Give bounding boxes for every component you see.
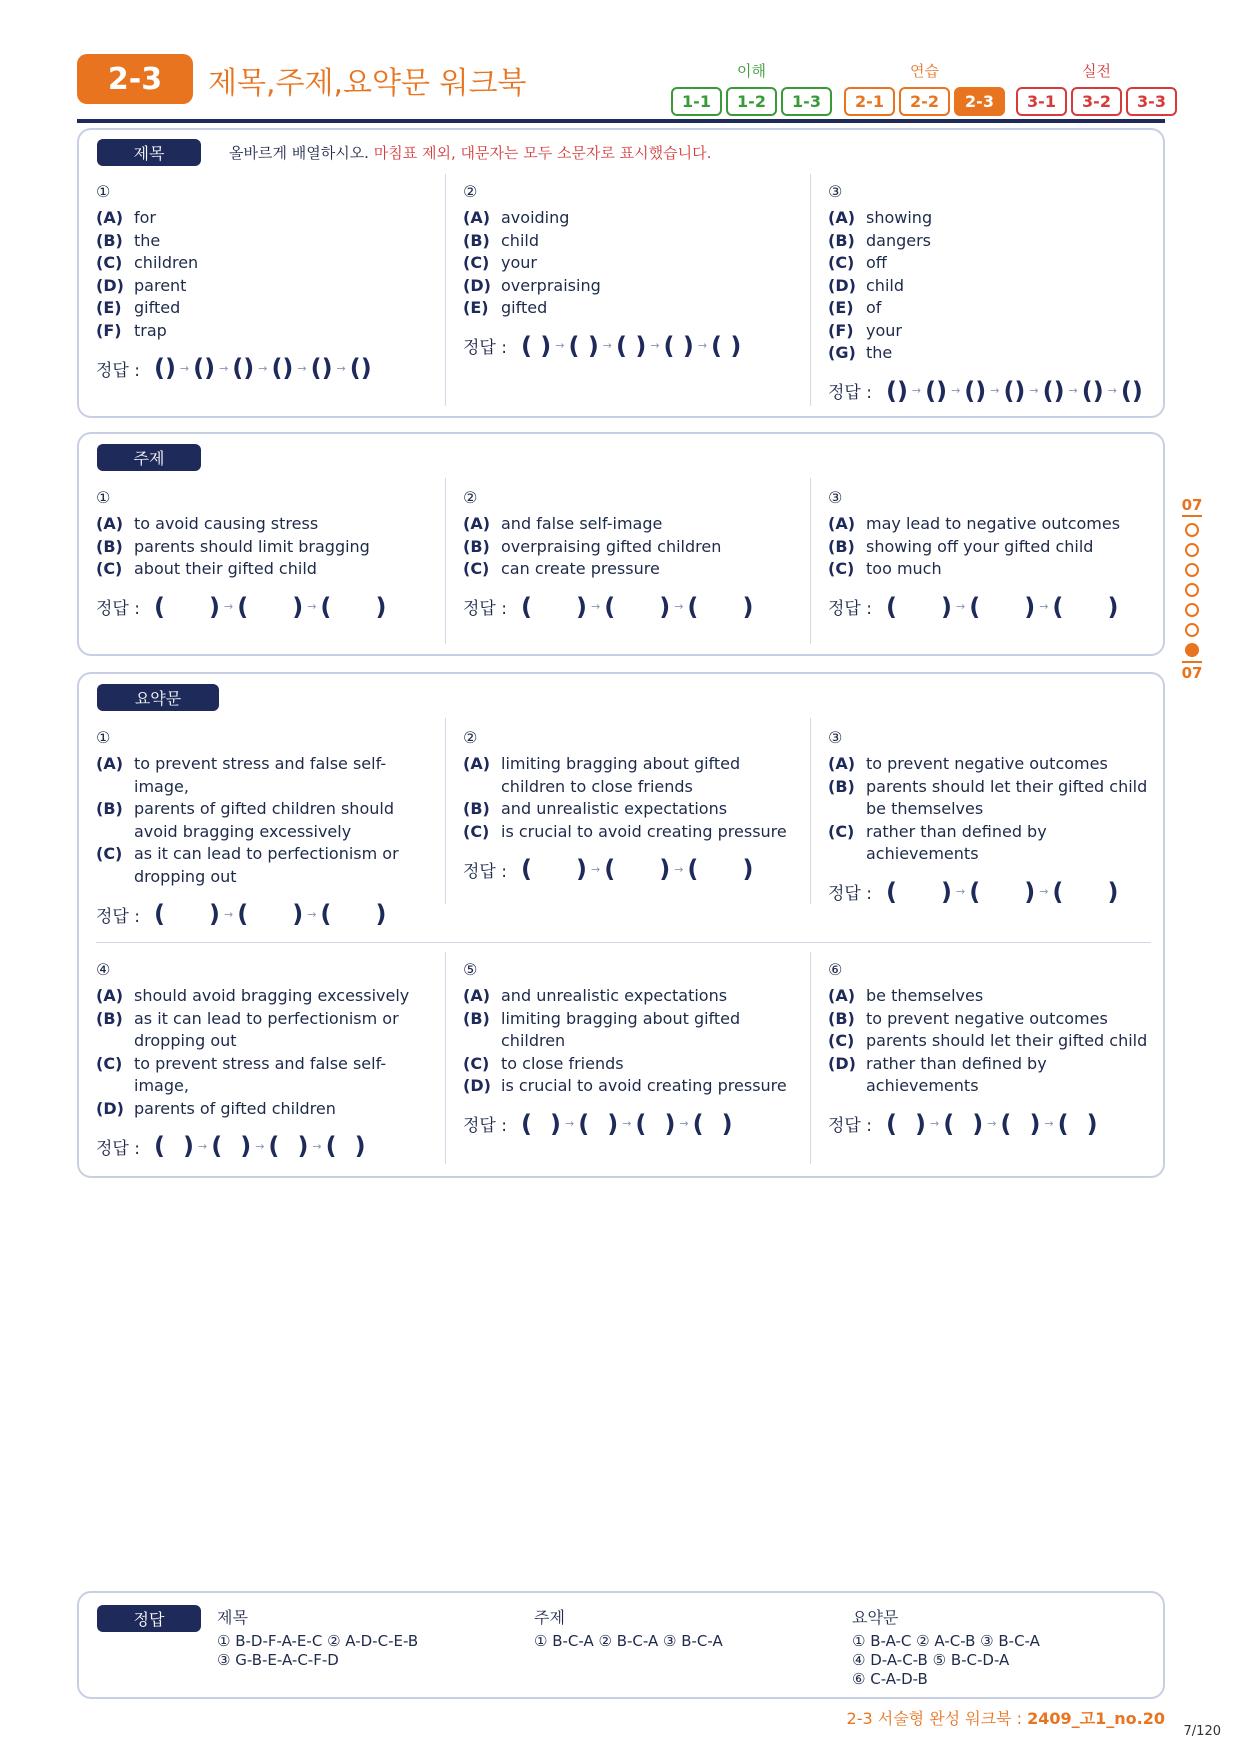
list-item: (C) about their gifted child xyxy=(96,559,317,578)
summary-problem-2 xyxy=(463,728,798,883)
list-item: (B) parents of gifted children should avoid bragging excessively xyxy=(96,799,394,841)
problem-number: ① xyxy=(96,182,111,201)
unit-badge: 2-3 xyxy=(77,54,193,104)
progress-dot-current xyxy=(1185,643,1199,657)
list-item: (A) limiting bragging about gifted children to close friends xyxy=(463,754,741,796)
list-item: (B) the xyxy=(96,230,161,250)
stage-tab-2-2[interactable]: 2-2 xyxy=(899,87,950,116)
list-item: (E) of xyxy=(828,298,882,317)
stage-name: 이해 xyxy=(737,62,766,80)
stage-name: 연습 xyxy=(910,62,939,80)
answer-row[interactable]: 정답 : ( ) → ( ) → ( ) → ( ) xyxy=(463,1109,733,1138)
list-item: (E) gifted xyxy=(463,298,548,317)
index-number-bottom: 07 xyxy=(1182,661,1203,683)
list-item: (C) rather than defined by achievements xyxy=(828,821,1047,863)
problem-number: ⑥ xyxy=(828,960,843,979)
title-section xyxy=(77,128,1165,418)
answer-row[interactable]: 정답 : ( ) → ( ) → ( ) xyxy=(828,877,1119,906)
list-item: (C) can create pressure xyxy=(463,559,660,578)
list-item: (A) showing xyxy=(828,208,933,227)
summary-section-label: 요약문 xyxy=(97,684,219,711)
list-item: (B) dangers xyxy=(828,230,932,250)
summary-problem-6 xyxy=(828,960,1163,1138)
column-divider xyxy=(445,952,446,1164)
list-item: (B) parents should let their gifted child be themselves xyxy=(828,776,1148,818)
problem-number: ④ xyxy=(96,960,111,979)
list-item: (A) and false self-image xyxy=(463,514,663,533)
row-divider xyxy=(96,942,1151,943)
list-item: (B) as it can lead to perfectionism or dropping out xyxy=(96,1008,399,1050)
answer-row[interactable]: 정답 : ( ) → ( ) → ( ) xyxy=(96,900,387,928)
list-item: (A) for xyxy=(96,208,156,227)
list-item: (A) may lead to negative outcomes xyxy=(828,514,1121,533)
footer-label: 2-3 서술형 완성 워크북 : 2409_고1_no.20 xyxy=(846,1709,1165,1728)
page-number: 7/120 xyxy=(1183,1724,1221,1739)
summary-section xyxy=(77,672,1165,1178)
progress-dot xyxy=(1185,623,1199,637)
stage-group-real xyxy=(1016,60,1177,116)
list-item: (B) parents should limit bragging xyxy=(96,536,370,556)
list-item: (C) as it can lead to perfectionism or dropping out xyxy=(96,844,399,886)
problem-number: ② xyxy=(463,182,478,201)
problem-number: ① xyxy=(96,488,111,507)
progress-dot xyxy=(1185,523,1199,537)
topic-problem-2 xyxy=(463,488,815,621)
list-item: (G) the xyxy=(828,343,893,362)
list-item: (A) and unrealistic expectations xyxy=(463,986,728,1005)
problem-number: ① xyxy=(96,728,111,747)
list-item: (F) trap xyxy=(96,320,167,340)
topic-section xyxy=(77,432,1165,656)
page-title: 제목,주제,요약문 워크북 xyxy=(208,66,527,101)
stage-tab-3-2[interactable]: 3-2 xyxy=(1071,87,1122,116)
progress-dot xyxy=(1185,603,1199,617)
stage-tab-1-2[interactable]: 1-2 xyxy=(726,87,777,116)
list-item: (B) child xyxy=(463,230,539,250)
progress-dot xyxy=(1185,563,1199,577)
answer-key xyxy=(77,1591,1165,1699)
list-item: (C) parents should let their gifted child xyxy=(828,1031,1148,1050)
list-item: (C) children xyxy=(96,253,199,272)
answer-key-title: 제목 ① B-D-F-A-E-C ② A-D-C-E-B ③ G-B-E-A-C-F-D xyxy=(217,1608,419,1669)
stage-group-practice xyxy=(844,60,1005,116)
problem-number: ③ xyxy=(828,728,843,747)
stage-tab-2-1[interactable]: 2-1 xyxy=(844,87,895,116)
problem-number: ③ xyxy=(828,488,843,507)
list-item: (A) be themselves xyxy=(828,986,984,1005)
side-progress-index xyxy=(1178,496,1206,683)
answer-row[interactable]: 정답 : () → () → () → () → () → () xyxy=(96,354,372,382)
progress-dot xyxy=(1185,543,1199,557)
answer-key-summary: 요약문 ① B-A-C ② A-C-B ③ B-C-A ④ D-A-C-B ⑤ B-C-D-A ⑥ C-A-D-B xyxy=(852,1608,1040,1688)
answer-row[interactable]: 정답 : ( ) → ( ) → ( ) → ( ) → ( ) xyxy=(463,331,742,360)
list-item: (E) gifted xyxy=(96,298,181,317)
list-item: (C) is crucial to avoid creating pressure xyxy=(463,821,787,841)
list-item: (D) is crucial to avoid creating pressure xyxy=(463,1076,787,1095)
stage-tab-3-3[interactable]: 3-3 xyxy=(1126,87,1177,116)
title-problem-2 xyxy=(463,182,815,360)
summary-problem-3 xyxy=(828,728,1163,906)
topic-problem-3 xyxy=(828,488,1180,621)
list-item: (D) parent xyxy=(96,275,187,295)
summary-problem-1 xyxy=(96,728,431,928)
problem-number: ② xyxy=(463,488,478,507)
stage-group-understand xyxy=(671,60,832,116)
list-item: (D) child xyxy=(828,275,904,295)
answer-key-label: 정답 xyxy=(97,1605,201,1632)
answer-row[interactable]: 정답 : ( ) → ( ) → ( ) xyxy=(463,592,754,621)
list-item: (D) parents of gifted children xyxy=(96,1098,336,1118)
answer-row[interactable]: 정답 : () → () → () → () → () → () → () xyxy=(828,376,1143,405)
problem-number: ③ xyxy=(828,182,843,201)
list-item: (B) overpraising gifted children xyxy=(463,536,722,556)
stage-tab-1-3[interactable]: 1-3 xyxy=(781,87,832,116)
index-number-top: 07 xyxy=(1182,496,1203,517)
list-item: (B) to prevent negative outcomes xyxy=(828,1008,1108,1028)
summary-problem-5 xyxy=(463,960,798,1138)
stage-tab-3-1[interactable]: 3-1 xyxy=(1016,87,1067,116)
topic-problem-1 xyxy=(96,488,448,621)
list-item: (A) should avoid bragging excessively xyxy=(96,986,410,1005)
list-item: (B) limiting bragging about gifted children xyxy=(463,1008,741,1050)
list-item: (F) your xyxy=(828,320,902,340)
answer-key-topic: 주제 ① B-C-A ② B-C-A ③ B-C-A xyxy=(534,1608,723,1650)
list-item: (C) off xyxy=(828,253,887,272)
list-item: (A) avoiding xyxy=(463,208,570,227)
answer-row[interactable]: 정답 : ( ) → ( ) → ( ) → ( ) xyxy=(96,1132,366,1160)
list-item: (B) showing off your gifted child xyxy=(828,536,1094,556)
list-item: (D) rather than defined by achievements xyxy=(828,1053,1047,1095)
title-problem-1 xyxy=(96,182,448,382)
list-item: (C) your xyxy=(463,253,537,272)
instruction: 올바르게 배열하시오. 마침표 제외, 대문자는 모두 소문자로 표시했습니다. xyxy=(229,144,712,162)
answer-row[interactable]: 정답 : ( ) → ( ) → ( ) xyxy=(463,855,754,883)
list-item: (A) to prevent stress and false self-image, xyxy=(96,754,387,796)
progress-dot xyxy=(1185,583,1199,597)
stage-tab-2-3[interactable]: 2-3 xyxy=(954,87,1005,116)
list-item: (A) to avoid causing stress xyxy=(96,514,319,533)
column-divider xyxy=(445,718,446,904)
stage-name: 실전 xyxy=(1082,62,1111,80)
header-divider xyxy=(77,119,1165,123)
answer-row[interactable]: 정답 : ( ) → ( ) → ( ) xyxy=(828,592,1119,621)
stage-tab-1-1[interactable]: 1-1 xyxy=(671,87,722,116)
column-divider xyxy=(810,718,811,904)
title-section-label: 제목 xyxy=(97,139,201,166)
list-item: (C) too much xyxy=(828,559,942,578)
problem-number: ⑤ xyxy=(463,960,478,979)
answer-row[interactable]: 정답 : ( ) → ( ) → ( ) → ( ) xyxy=(828,1109,1098,1138)
list-item: (A) to prevent negative outcomes xyxy=(828,754,1108,773)
title-problem-3 xyxy=(828,182,1180,405)
answer-row[interactable]: 정답 : ( ) → ( ) → ( ) xyxy=(96,592,387,621)
list-item: (C) to prevent stress and false self-image, xyxy=(96,1053,387,1095)
list-item: (D) overpraising xyxy=(463,275,601,295)
list-item: (B) and unrealistic expectations xyxy=(463,799,728,818)
problem-number: ② xyxy=(463,728,478,747)
column-divider xyxy=(810,952,811,1164)
summary-problem-4 xyxy=(96,960,431,1160)
list-item: (C) to close friends xyxy=(463,1053,624,1073)
topic-section-label: 주제 xyxy=(97,444,201,471)
